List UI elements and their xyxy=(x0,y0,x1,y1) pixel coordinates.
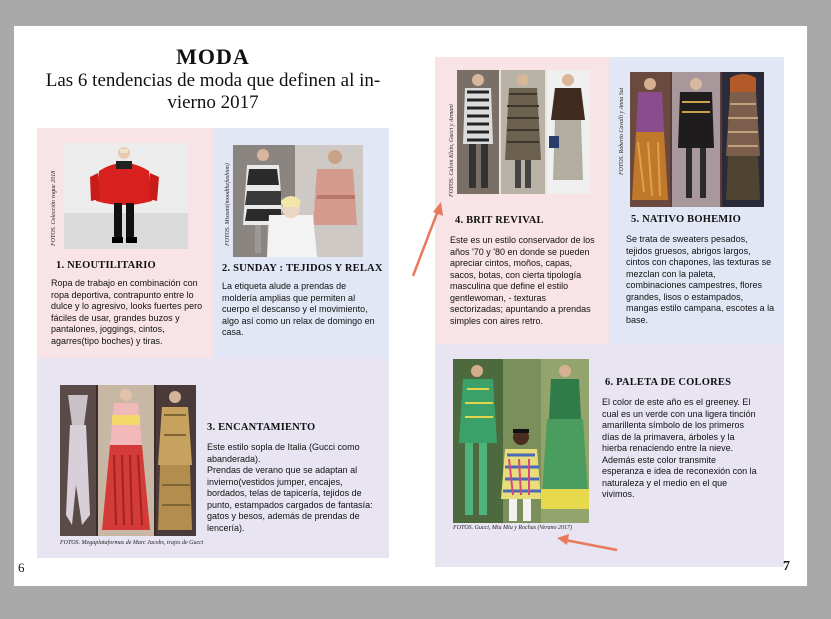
section-body-3a: Este estilo sopla de Italia (Gucci como abanderada). xyxy=(207,442,360,464)
section-body-5: Se trata de sweaters pesados, tejidos gruesos, abrigos largos, cintos con chapones, las texturas se mezclan con la paleta, combinaciones campestres, flores grandes, lisos o estampados, mangas estilo campana, escotes a la base. xyxy=(626,234,775,325)
neoutilitario-photo xyxy=(64,143,188,249)
arrow-annotation-icon xyxy=(405,198,450,283)
brit-revival-photo xyxy=(457,70,590,194)
nativo-bohemio-photo xyxy=(630,72,764,207)
sunday-photo xyxy=(233,145,363,257)
section-body-4: Este es un estilo conservador de los años '70 y '80 en donde se pueden apreciar cintos, moños, capas, sacos, botas, con cierta tipología masculina que define el estilo gentlewoman, - texturas sectorizadas; apuntando a prendas simples con aires retro. xyxy=(450,235,595,326)
section-title-4: 4. BRIT REVIVAL xyxy=(455,215,544,226)
section-brit-revival xyxy=(435,57,609,344)
photo-credit: FOTOS. Megaplataformas de Marc Jacobs, trajes de Gucci xyxy=(60,540,204,546)
photo-credit: FOTOS. Roberto Cavalli y Anna Sui xyxy=(619,87,625,175)
section-title-5: 5. NATIVO BOHEMIO xyxy=(631,214,742,225)
photo-credit: FOTOS. Colección vogue 2018 xyxy=(51,170,57,246)
left-page xyxy=(14,26,413,586)
page-number-left: 6 xyxy=(18,560,25,575)
section-title-6: 6. PALETA DE COLORES xyxy=(605,377,732,388)
section-nativo-bohemio xyxy=(609,57,784,344)
photo-credit: FOTOS. Gucci, Miu Miu y Rochas (Verano 2017) xyxy=(453,525,573,531)
arrow-annotation-icon xyxy=(555,532,621,554)
section-neoutilitario xyxy=(37,128,213,358)
section-title-3: 3. ENCANTAMIENTO xyxy=(207,422,316,433)
section-body-2: La etiqueta alude a prendas de moldería amplias que permiten al cuerpo el descanso y el movimiento, algo así como un relax de domingo en casa. xyxy=(222,281,375,337)
paleta-de-colores-photo xyxy=(453,359,589,523)
section-title-1: 1. NEOUTILITARIO xyxy=(56,260,156,271)
photo-credit: FOTOS. Missoni(moodthefashion) xyxy=(225,163,231,246)
section-encantamiento xyxy=(37,358,389,558)
section-body-6: El color de este año es el greeney. El cual es un verde con una ligera tinción amarillenta símbolo de los primeros días de la primavera, árboles y la hierba renaciendo entre la nieve. Además este color transmite esperanza e idea de reconexión con la naturaleza y el medio en el que vivimos. xyxy=(602,397,757,499)
right-page xyxy=(412,26,807,586)
magazine-title: MODA xyxy=(176,44,250,69)
section-title-2: 2. SUNDAY : TEJIDOS Y RELAX xyxy=(222,263,383,274)
magazine-subtitle: Las 6 tendencias de moda que definen al in- vierno 2017 xyxy=(45,70,381,113)
photo-credit: FOTOS. Calvin Klein, Gucci y Armani xyxy=(449,104,455,197)
section-body-3 xyxy=(207,442,375,534)
section-body-3b: Prendas de verano que se adaptan al invierno(vestidos jumper, encajes, bordados, telas de tapicería, tejidos de punto, estampados cargados de fantasía: gatos y besos, además de prendas de lencería). xyxy=(207,465,373,533)
encantamiento-photo xyxy=(60,385,196,536)
section-sunday xyxy=(213,128,389,358)
page-number-right: 7 xyxy=(783,559,790,574)
section-body-1: Ropa de trabajo en combinación con ropa deportiva, contrapunto entre lo dulce y lo agresivo, looks fuertes pero fáciles de usar, grandes buzos y pantalones, joggings, cintos, agarres(tipo boches) y tiras. xyxy=(51,278,203,346)
